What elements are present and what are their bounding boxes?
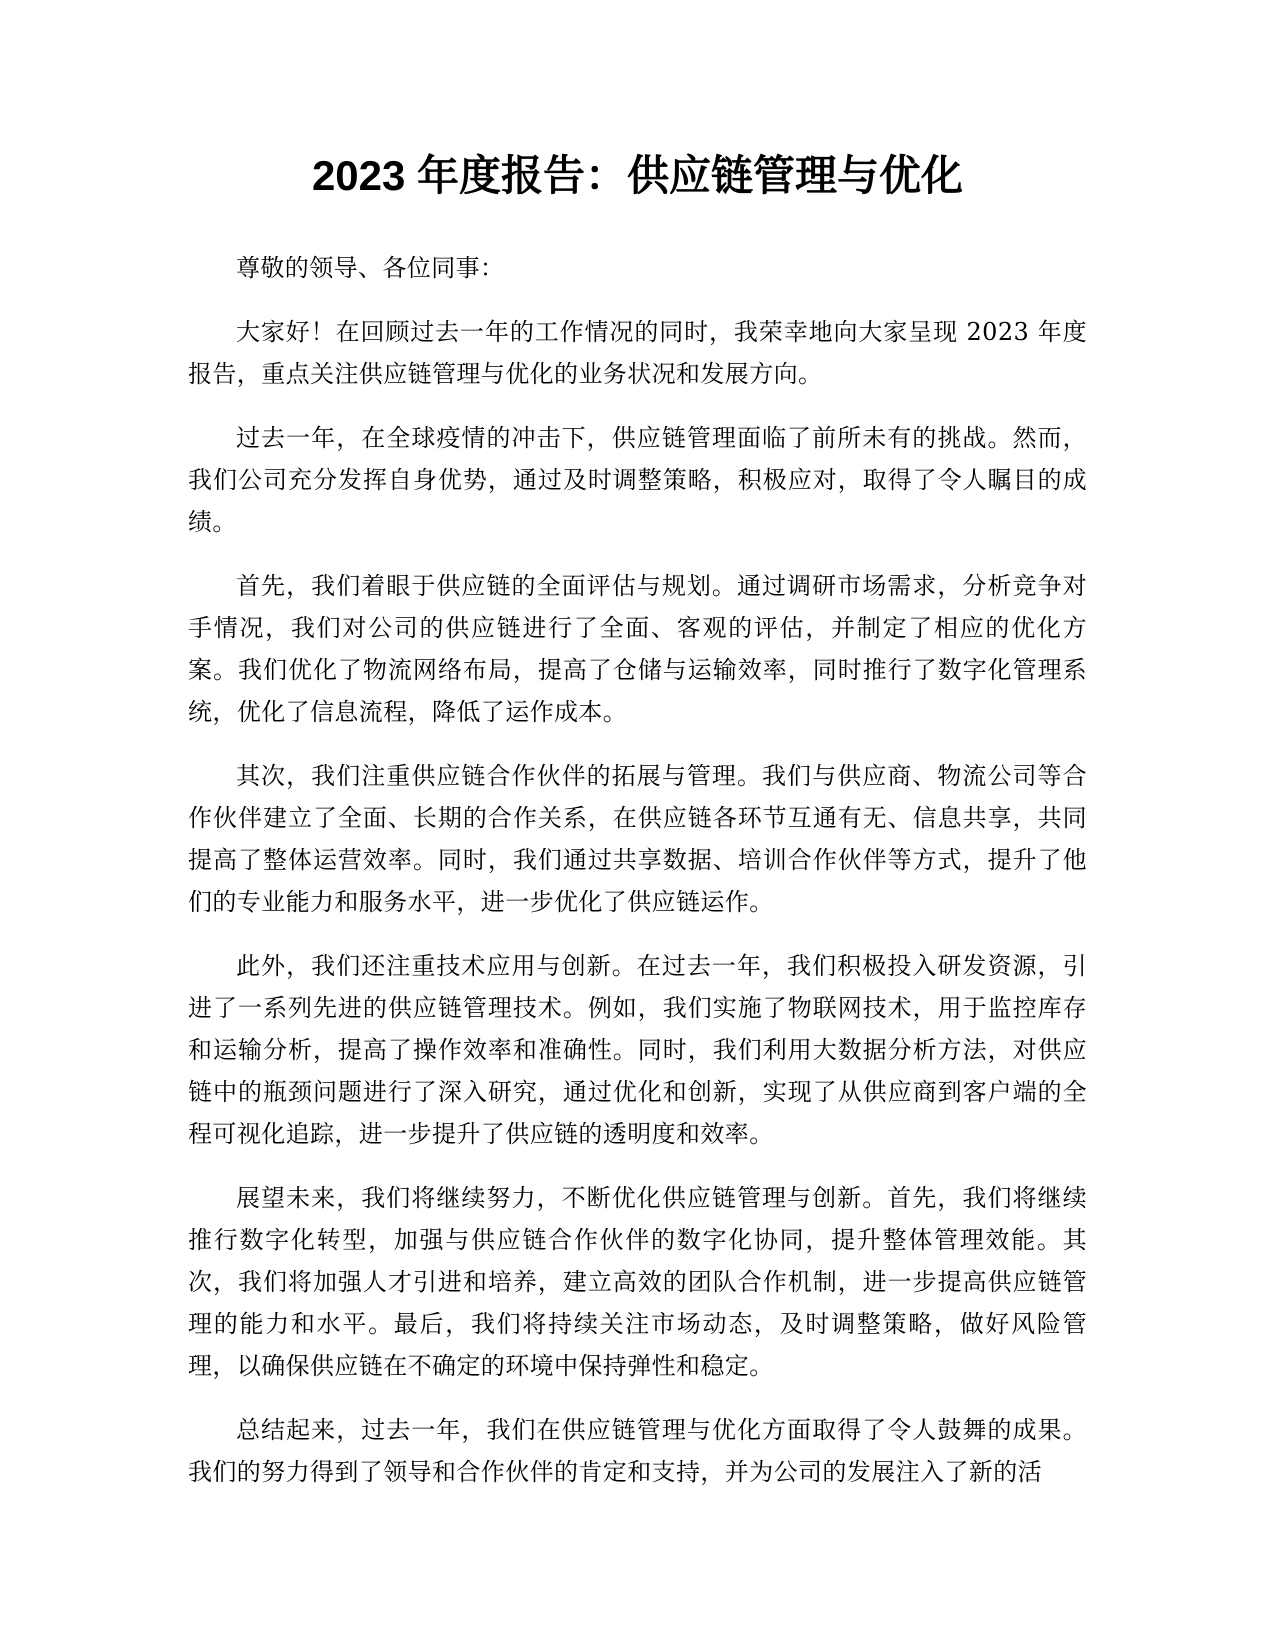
document-body	[188, 247, 1087, 1515]
paragraph-summary: 总结起来，过去一年，我们在供应链管理与优化方面取得了令人鼓舞的成果。我们的努力得到了领导和合作伙伴的肯定和支持，并为公司的发展注入了新的活	[188, 1416, 1087, 1486]
paragraph-partners: 其次，我们注重供应链合作伙伴的拓展与管理。我们与供应商、物流公司等合作伙伴建立了全面、长期的合作关系，在供应链各环节互通有无、信息共享，共同提高了整体运营效率。同时，我们通过共享数据、培训合作伙伴等方式，提升了他们的专业能力和服务水平，进一步优化了供应链运作。	[188, 762, 1087, 916]
paragraph-outlook: 展望未来，我们将继续努力，不断优化供应链管理与创新。首先，我们将继续推行数字化转型，加强与供应链合作伙伴的数字化协同，提升整体管理效能。其次，我们将加强人才引进和培养，建立高效的团队合作机制，进一步提高供应链管理的能力和水平。最后，我们将持续关注市场动态，及时调整策略，做好风险管理，以确保供应链在不确定的环境中保持弹性和稳定。	[188, 1184, 1087, 1380]
paragraph-challenges: 过去一年，在全球疫情的冲击下，供应链管理面临了前所未有的挑战。然而，我们公司充分发挥自身优势，通过及时调整策略，积极应对，取得了令人瞩目的成绩。	[188, 424, 1087, 536]
salutation: 尊敬的领导、各位同事：	[236, 254, 505, 282]
paragraph-evaluation: 首先，我们着眼于供应链的全面评估与规划。通过调研市场需求，分析竞争对手情况，我们对公司的供应链进行了全面、客观的评估，并制定了相应的优化方案。我们优化了物流网络布局，提高了仓储与运输效率，同时推行了数字化管理系统，优化了信息流程，降低了运作成本。	[188, 572, 1087, 726]
paragraph-technology: 此外，我们还注重技术应用与创新。在过去一年，我们积极投入研发资源，引进了一系列先进的供应链管理技术。例如，我们实施了物联网技术，用于监控库存和运输分析，提高了操作效率和准确性。同时，我们利用大数据分析方法，对供应链中的瓶颈问题进行了深入研究，通过优化和创新，实现了从供应商到客户端的全程可视化追踪，进一步提升了供应链的透明度和效率。	[188, 952, 1087, 1148]
paragraph-greeting: 大家好！在回顾过去一年的工作情况的同时，我荣幸地向大家呈现 2023 年度报告，重点关注供应链管理与优化的业务状况和发展方向。	[188, 318, 1087, 388]
document-title: 2023 年度报告：供应链管理与优化	[311, 152, 964, 199]
